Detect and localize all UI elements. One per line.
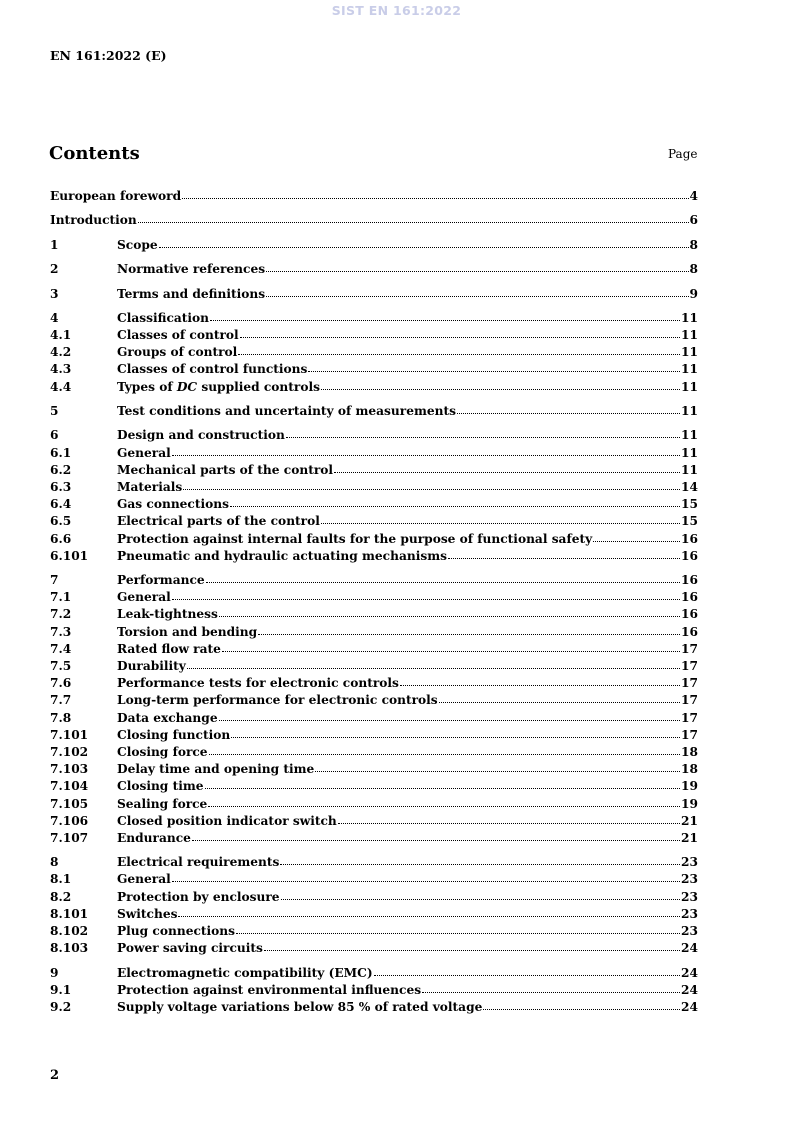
toc-entry-title: Electrical requirements xyxy=(117,855,280,870)
toc-entry-page: 11 xyxy=(681,345,698,360)
toc-entry-page: 23 xyxy=(681,872,698,887)
dot-leader xyxy=(334,462,680,474)
toc-entry-number: 7.101 xyxy=(50,727,89,742)
toc-entry[interactable] xyxy=(50,427,698,444)
dot-leader xyxy=(208,796,680,808)
toc-entry-number: 6.2 xyxy=(50,462,72,477)
toc-entry[interactable] xyxy=(50,923,698,940)
toc-entry-page: 19 xyxy=(681,796,698,811)
toc-entry[interactable] xyxy=(50,188,698,205)
toc-entry-title: Normative references xyxy=(117,262,266,277)
toc-entry-page: 17 xyxy=(681,641,698,656)
toc-entry-page: 11 xyxy=(681,362,698,377)
toc-entry-page: 24 xyxy=(681,982,698,997)
toc-entry-number: 7.3 xyxy=(50,624,72,639)
toc-entry-number: 9.2 xyxy=(50,999,72,1014)
toc-entry-page: 16 xyxy=(681,590,698,605)
toc-entry-title: Long-term performance for electronic controls xyxy=(117,693,438,708)
toc-entry[interactable] xyxy=(50,624,698,641)
toc-entry-number: 9.1 xyxy=(50,982,72,997)
toc-entry-page: 17 xyxy=(681,676,698,691)
toc-entry-page: 15 xyxy=(681,514,698,529)
toc-entry-number: 8.2 xyxy=(50,889,72,904)
toc-entry-page: 24 xyxy=(681,941,698,956)
page-column-label: Page xyxy=(668,147,698,161)
contents-title: Contents xyxy=(49,143,140,164)
toc-entry-number: 5 xyxy=(50,404,59,418)
table-of-contents xyxy=(50,188,698,1016)
toc-entry-title: Data exchange xyxy=(117,710,218,725)
toc-entry-title: Mechanical parts of the control xyxy=(117,462,334,477)
dot-leader xyxy=(266,261,688,273)
toc-entry-page: 21 xyxy=(681,813,698,828)
dot-leader xyxy=(321,513,680,525)
toc-entry-page: 16 xyxy=(681,624,698,639)
toc-entry[interactable] xyxy=(50,589,698,606)
toc-entry-page: 4 xyxy=(689,189,698,203)
toc-entry-number: 7.7 xyxy=(50,693,72,708)
watermark: SIST EN 161:2022 xyxy=(331,3,462,18)
dot-leader xyxy=(236,923,680,935)
toc-entry-number: 4.3 xyxy=(50,362,72,377)
toc-entry-title: Closing force xyxy=(117,744,208,759)
page-number: 2 xyxy=(50,1068,60,1083)
toc-entry-title: Types of DC supplied controls xyxy=(117,379,320,394)
dot-leader xyxy=(209,744,680,756)
toc-entry-page: 11 xyxy=(681,404,698,418)
toc-entry-page: 23 xyxy=(681,855,698,870)
dot-leader xyxy=(138,212,689,224)
toc-entry[interactable] xyxy=(50,496,698,513)
toc-entry-title: European foreword xyxy=(50,189,182,203)
toc-entry-title: Delay time and opening time xyxy=(117,762,315,777)
toc-entry[interactable] xyxy=(50,361,698,378)
toc-entry[interactable] xyxy=(50,999,698,1016)
toc-entry[interactable] xyxy=(50,445,698,462)
toc-entry-page: 11 xyxy=(681,379,698,394)
toc-entry-number: 7.2 xyxy=(50,607,72,622)
toc-entry[interactable] xyxy=(50,344,698,361)
toc-entry-number: 7.1 xyxy=(50,590,72,605)
toc-entry-page: 11 xyxy=(681,328,698,343)
toc-entry[interactable] xyxy=(50,710,698,727)
toc-entry[interactable] xyxy=(50,854,698,871)
toc-entry-title: General xyxy=(117,445,171,460)
dot-leader xyxy=(183,479,680,491)
toc-entry-number: 7.102 xyxy=(50,744,89,759)
toc-entry-title: Protection against environmental influences xyxy=(117,982,422,997)
dot-leader xyxy=(321,379,680,391)
toc-entry-title: Switches xyxy=(117,906,178,921)
dot-leader xyxy=(593,531,680,543)
toc-entry-number: 3 xyxy=(50,286,59,301)
toc-entry-page: 6 xyxy=(689,213,698,228)
toc-entry-number: 8 xyxy=(50,855,59,870)
dot-leader xyxy=(222,641,680,653)
toc-entry[interactable] xyxy=(50,982,698,999)
toc-entry-title: Design and construction xyxy=(117,428,285,443)
toc-entry-title: Materials xyxy=(117,479,183,494)
toc-entry-title: Torsion and bending xyxy=(117,624,258,639)
toc-entry-title: Power saving circuits xyxy=(117,941,263,956)
toc-entry-page: 24 xyxy=(681,965,698,980)
toc-entry[interactable] xyxy=(50,237,698,254)
dot-leader xyxy=(286,427,680,439)
toc-entry-title: Terms and definitions xyxy=(117,286,266,301)
toc-entry-number: 1 xyxy=(50,237,59,252)
toc-entry-title: Pneumatic and hydraulic actuating mechanisms xyxy=(117,548,447,563)
toc-entry-title: Test conditions and uncertainty of measurements xyxy=(117,404,456,418)
toc-entry-number: 9 xyxy=(50,965,59,980)
toc-entry[interactable] xyxy=(50,940,698,957)
toc-entry-number: 8.102 xyxy=(50,924,89,938)
toc-entry-title: Protection by enclosure xyxy=(117,889,280,904)
toc-entry-number: 7.8 xyxy=(50,710,72,725)
toc-entry-page: 18 xyxy=(681,762,698,777)
toc-entry-page: 23 xyxy=(681,906,698,921)
toc-entry[interactable] xyxy=(50,727,698,744)
toc-entry-number: 7.103 xyxy=(50,762,89,777)
toc-entry-page: 17 xyxy=(681,659,698,673)
toc-entry-page: 9 xyxy=(689,286,698,301)
toc-entry[interactable] xyxy=(50,327,698,344)
toc-entry-page: 16 xyxy=(681,531,698,546)
dot-leader xyxy=(264,940,680,952)
dot-leader xyxy=(182,188,688,200)
toc-entry-title: Rated flow rate xyxy=(117,641,221,656)
dot-leader xyxy=(238,344,680,356)
toc-entry-number: 6.1 xyxy=(50,445,72,460)
toc-entry-number: 6.4 xyxy=(50,497,72,512)
toc-entry-number: 8.101 xyxy=(50,906,89,921)
toc-entry-number: 7.106 xyxy=(50,813,89,828)
dot-leader xyxy=(187,658,680,670)
toc-entry[interactable] xyxy=(50,906,698,923)
toc-entry-title: Electrical parts of the control xyxy=(117,514,320,529)
toc-entry-page: 11 xyxy=(681,462,698,477)
toc-entry[interactable] xyxy=(50,658,698,675)
dot-leader xyxy=(281,889,680,901)
toc-entry-number: 7.105 xyxy=(50,796,89,811)
dot-leader xyxy=(205,778,681,790)
dot-leader xyxy=(338,813,680,825)
toc-entry-page: 8 xyxy=(689,237,698,252)
toc-entry-page: 11 xyxy=(681,445,698,460)
dot-leader xyxy=(315,761,680,773)
toc-entry-number: 8.1 xyxy=(50,872,72,887)
toc-entry-page: 24 xyxy=(681,999,698,1014)
toc-entry[interactable] xyxy=(50,572,698,589)
dot-leader xyxy=(439,692,680,704)
toc-entry-title: Performance xyxy=(117,573,205,588)
toc-entry[interactable] xyxy=(50,692,698,709)
toc-entry-title: Supply voltage variations below 85 % of rated voltage xyxy=(117,999,483,1014)
toc-entry-title: General xyxy=(117,872,171,887)
toc-entry-number: 7.104 xyxy=(50,779,89,794)
dot-leader xyxy=(258,624,680,636)
toc-entry-number: 6.5 xyxy=(50,514,72,529)
toc-entry[interactable] xyxy=(50,310,698,327)
dot-leader xyxy=(219,710,680,722)
dot-leader xyxy=(210,310,680,322)
dot-leader xyxy=(483,999,680,1011)
toc-entry[interactable] xyxy=(50,813,698,830)
dot-leader xyxy=(178,906,680,918)
toc-entry[interactable] xyxy=(50,548,698,565)
dot-leader xyxy=(266,286,688,298)
toc-entry-page: 19 xyxy=(681,779,698,794)
dot-leader xyxy=(448,548,680,560)
toc-entry-title: Electromagnetic compatibility (EMC) xyxy=(117,965,373,980)
toc-entry-number: 4 xyxy=(50,310,59,325)
toc-entry[interactable] xyxy=(50,744,698,761)
toc-entry[interactable] xyxy=(50,261,698,278)
toc-entry-number: 4.1 xyxy=(50,328,72,343)
toc-entry-number: 4.2 xyxy=(50,345,72,360)
toc-entry[interactable] xyxy=(50,796,698,813)
toc-entry-page: 18 xyxy=(681,744,698,759)
toc-entry-title: Plug connections xyxy=(117,924,235,938)
toc-entry-page: 23 xyxy=(681,889,698,904)
dot-leader xyxy=(230,496,680,508)
dot-leader xyxy=(308,361,680,373)
dot-leader xyxy=(172,589,680,601)
toc-entry-number: 7.6 xyxy=(50,676,72,691)
toc-entry-title: General xyxy=(117,590,171,605)
toc-entry-title: Endurance xyxy=(117,830,191,845)
toc-entry-number: 6.3 xyxy=(50,479,72,494)
toc-entry-title: Performance tests for electronic controls xyxy=(117,676,399,691)
dot-leader xyxy=(457,403,680,415)
toc-entry[interactable] xyxy=(50,965,698,982)
toc-entry-page: 17 xyxy=(681,710,698,725)
toc-entry-page: 21 xyxy=(681,830,698,845)
dot-leader xyxy=(231,727,680,739)
toc-entry-number: 7.107 xyxy=(50,830,89,845)
toc-entry-number: 4.4 xyxy=(50,379,72,394)
toc-entry-page: 11 xyxy=(681,428,698,443)
toc-entry-page: 17 xyxy=(681,727,698,742)
toc-entry-title: Closing time xyxy=(117,779,204,794)
toc-entry[interactable] xyxy=(50,479,698,496)
dot-leader xyxy=(374,965,680,977)
toc-entry-title: Groups of control xyxy=(117,345,238,360)
toc-entry[interactable] xyxy=(50,778,698,795)
document-header: EN 161:2022 (E) xyxy=(50,48,167,63)
toc-entry-title: Classes of control functions xyxy=(117,362,308,377)
toc-entry-page: 17 xyxy=(681,693,698,708)
toc-entry[interactable] xyxy=(50,513,698,530)
toc-entry[interactable] xyxy=(50,606,698,623)
toc-entry[interactable] xyxy=(50,462,698,479)
toc-entry-number: 2 xyxy=(50,262,59,277)
dot-leader xyxy=(219,606,680,618)
toc-entry[interactable] xyxy=(50,675,698,692)
toc-entry[interactable] xyxy=(50,761,698,778)
toc-entry-number: 8.103 xyxy=(50,941,89,956)
toc-entry-number: 7.5 xyxy=(50,659,72,673)
dot-leader xyxy=(172,445,680,457)
toc-entry-page: 8 xyxy=(689,262,698,277)
toc-entry-title: Closed position indicator switch xyxy=(117,813,337,828)
toc-entry-title: Classes of control xyxy=(117,328,239,343)
toc-entry-title: Protection against internal faults for the purpose of functional safety xyxy=(117,531,593,546)
toc-entry[interactable] xyxy=(50,403,698,420)
toc-entry-title: Leak-tightness xyxy=(117,607,218,622)
toc-entry-number: 6 xyxy=(50,428,59,443)
toc-entry-page: 23 xyxy=(681,924,698,938)
toc-entry[interactable] xyxy=(50,212,698,229)
dot-leader xyxy=(280,854,680,866)
toc-entry-page: 11 xyxy=(681,310,698,325)
toc-entry[interactable] xyxy=(50,641,698,658)
toc-entry-title: Scope xyxy=(117,237,158,252)
toc-entry-number: 6.101 xyxy=(50,548,89,563)
toc-entry-number: 7 xyxy=(50,573,59,588)
toc-entry[interactable] xyxy=(50,286,698,303)
dot-leader xyxy=(206,572,680,584)
toc-entry-page: 14 xyxy=(681,479,698,494)
dot-leader xyxy=(172,871,680,883)
toc-entry-number: 7.4 xyxy=(50,641,72,656)
toc-entry-title: Sealing force xyxy=(117,796,208,811)
toc-entry[interactable] xyxy=(50,531,698,548)
toc-entry-title: Durability xyxy=(117,659,186,673)
toc-entry-page: 16 xyxy=(681,607,698,622)
toc-entry-title: Introduction xyxy=(50,213,137,228)
dot-leader xyxy=(400,675,680,687)
dot-leader xyxy=(422,982,680,994)
dot-leader xyxy=(159,237,689,249)
toc-entry[interactable] xyxy=(50,379,698,396)
toc-entry-number: 6.6 xyxy=(50,531,72,546)
toc-entry-title: Closing function xyxy=(117,727,231,742)
dot-leader xyxy=(192,830,680,842)
dot-leader xyxy=(240,327,680,339)
toc-entry[interactable] xyxy=(50,889,698,906)
toc-entry-page: 16 xyxy=(681,573,698,588)
toc-entry[interactable] xyxy=(50,830,698,847)
toc-entry-title: Classification xyxy=(117,310,210,325)
toc-entry-title: Gas connections xyxy=(117,497,229,512)
toc-entry-page: 15 xyxy=(681,497,698,512)
toc-entry-page: 16 xyxy=(681,548,698,563)
toc-entry[interactable] xyxy=(50,871,698,888)
